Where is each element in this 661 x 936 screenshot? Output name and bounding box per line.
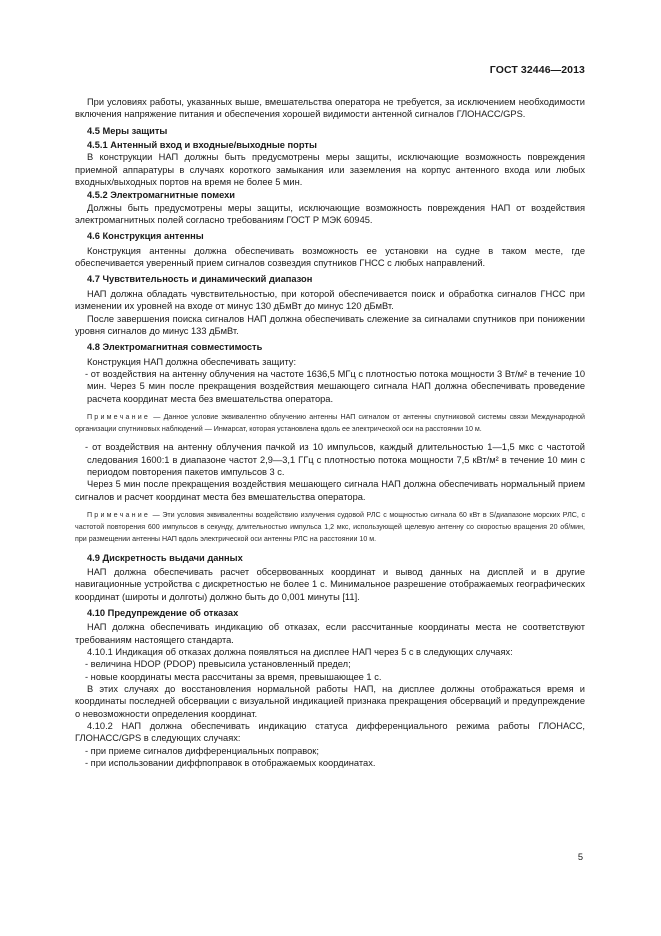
page-number: 5 — [577, 852, 583, 862]
section-4-7-title: 4.7 Чувствительность и динамический диапазон — [87, 274, 313, 285]
section-4-8-after-paragraph: Через 5 мин после прекращения воздействия мешающего сигнала НАП должна обеспечивать нормальный прием сигналов и расчет координат места без вмешательства оператора. — [75, 479, 585, 502]
section-4-8-item-2: - от воздействия на антенну облучения пачкой из 10 импульсов, каждый длительностью 1—1,5 мкс с частотой следования 1600:1 в диапазоне частот 2,9—3,1 ГГц с плотностью потока мощности 7,5 кВт/м² в течение 10 мин с периодом повторения пакетов импульсов 3 с. — [85, 442, 585, 477]
section-4-5-2-title: 4.5.2 Электромагнитные помехи — [87, 190, 236, 201]
section-4-10-1-paragraph: В этих случаях до восстановления нормальной работы НАП, на дисплее должны отображаться время и координаты последней обсервации с визуальной индикацией признака прекращения обсерваций и предупреждение о невозможности определения координат. — [75, 684, 585, 719]
section-4-8-lead: Конструкция НАП должна обеспечивать защиту: — [87, 356, 297, 367]
section-4-10-title: 4.10 Предупреждение об отказах — [87, 608, 239, 619]
note-2-text: — Эти условия эквивалентны воздействию излучения судовой РЛС с мощностью сигнала 60 кВт в S/диапазоне морских РЛС, с частотой повторения 600 импульсов в секунду, длительностью импульса 1,2 мкс, использующей щелевую антенну со скоростью вращения 20 об/мин, при размещении антенны НАП вдоль электрической оси антенны РЛС на расстоянии 10 м. — [75, 511, 585, 544]
section-4-8-item-1: - от воздействия на антенну облучения на частоте 1636,5 МГц с плотностью потока мощности 3 Вт/м² в течение 10 мин. Через 5 мин после прекращения воздействия мешающего сигнала НАП должна обеспечивать проведение расчета координат места без вмешательства оператора. — [85, 368, 585, 404]
section-4-5-2-text: Должны быть предусмотрены меры защиты, исключающие возможность повреждения НАП от воздействия электромагнитных полей согласно требованиям ГОСТ Р МЭК 60945. — [75, 202, 585, 226]
section-4-9-text: НАП должна обеспечивать расчет обсервованных координат и вывод данных на дисплей и в другие навигационные устройства с дискретностью не более 1 с. Минимальное разрешение отображаемых географических координат (широты и долготы) должно быть до 0,001 минуты [11]. — [75, 566, 585, 602]
section-4-8-title: 4.8 Электромагнитная совместимость — [87, 342, 263, 353]
section-4-7-paragraph-2: После завершения поиска сигналов НАП должна обеспечивать слежение за сигналами спутников при понижении уровня сигналов до минус 133 дБмВт. — [75, 313, 585, 336]
section-4-6-title: 4.6 Конструкция антенны — [87, 231, 204, 242]
note-2-label: Примечание — [87, 511, 151, 520]
section-4-5-1-title: 4.5.1 Антенный вход и входные/выходные порты — [87, 140, 317, 151]
section-4-5-1-text: В конструкции НАП должны быть предусмотрены меры защиты, исключающие возможность повреждения приемной аппаратуры в случаях короткого замыкания или заземления на корпус антенного входа или любых входных/выходных портов на время не более 5 мин. — [75, 152, 585, 188]
section-4-10-2-bullet-2: - при использовании диффпоправок в отображаемых координатах. — [85, 758, 376, 769]
section-4-9-title: 4.9 Дискретность выдачи данных — [87, 552, 243, 563]
standard-header: ГОСТ 32446—2013 — [489, 64, 585, 76]
note-1-label: Примечание — [87, 412, 151, 421]
section-4-10-1-text: 4.10.1 Индикация об отказах должна появляться на дисплее НАП через 5 с в следующих случаях: — [87, 647, 513, 658]
section-4-10-paragraph-1: НАП должна обеспечивать индикацию об отказах, если рассчитанные координаты места не соответствуют требованиям настоящего стандарта. — [75, 622, 585, 645]
section-4-5-title: 4.5 Меры защиты — [87, 125, 168, 136]
page-content — [75, 96, 585, 769]
section-4-10-1-bullet-1: - величина HDOP (PDOP) превысила установленный предел; — [85, 659, 351, 670]
intro-paragraph: При условиях работы, указанных выше, вмешательства оператора не требуется, за исключением необходимости включения напряжение питания и обеспечения хорошей видимости антенной сигналов ГЛОНАСС/GPS. — [75, 97, 585, 120]
section-4-6-text: Конструкция антенны должна обеспечивать возможность ее установки на судне в таком месте, где обеспечивается уверенный прием сигналов созвездия спутников ГНСС с любых направлений. — [75, 245, 585, 269]
note-1 — [75, 411, 585, 435]
section-4-10-1-bullet-2: - новые координаты места рассчитаны за время, превышающее 1 с. — [85, 671, 382, 682]
note-2 — [75, 509, 585, 546]
section-4-10-2-bullet-1: - при приеме сигналов дифференциальных поправок; — [85, 745, 319, 756]
section-4-7-paragraph-1: НАП должна обладать чувствительностью, при которой обеспечивается поиск и обработка сигналов ГНСС при изменении их уровней на входе от минус 130 дБмВт до минус 120 дБмВт. — [75, 288, 585, 312]
section-4-10-2-text: 4.10.2 НАП должна обеспечивать индикацию статуса дифференциального режима работы ГЛОНАСС, ГЛОНАСС/GPS в следующих случаях: — [75, 721, 585, 744]
note-1-text: — Данное условие эквивалентно облучению антенны НАП сигналом от антенны спутниковой системы связи Международной организации спутниковых наблюдений — Инмарсат, которая установлена вдоль ее электрической оси на расстоянии 10 м. — [75, 412, 585, 434]
